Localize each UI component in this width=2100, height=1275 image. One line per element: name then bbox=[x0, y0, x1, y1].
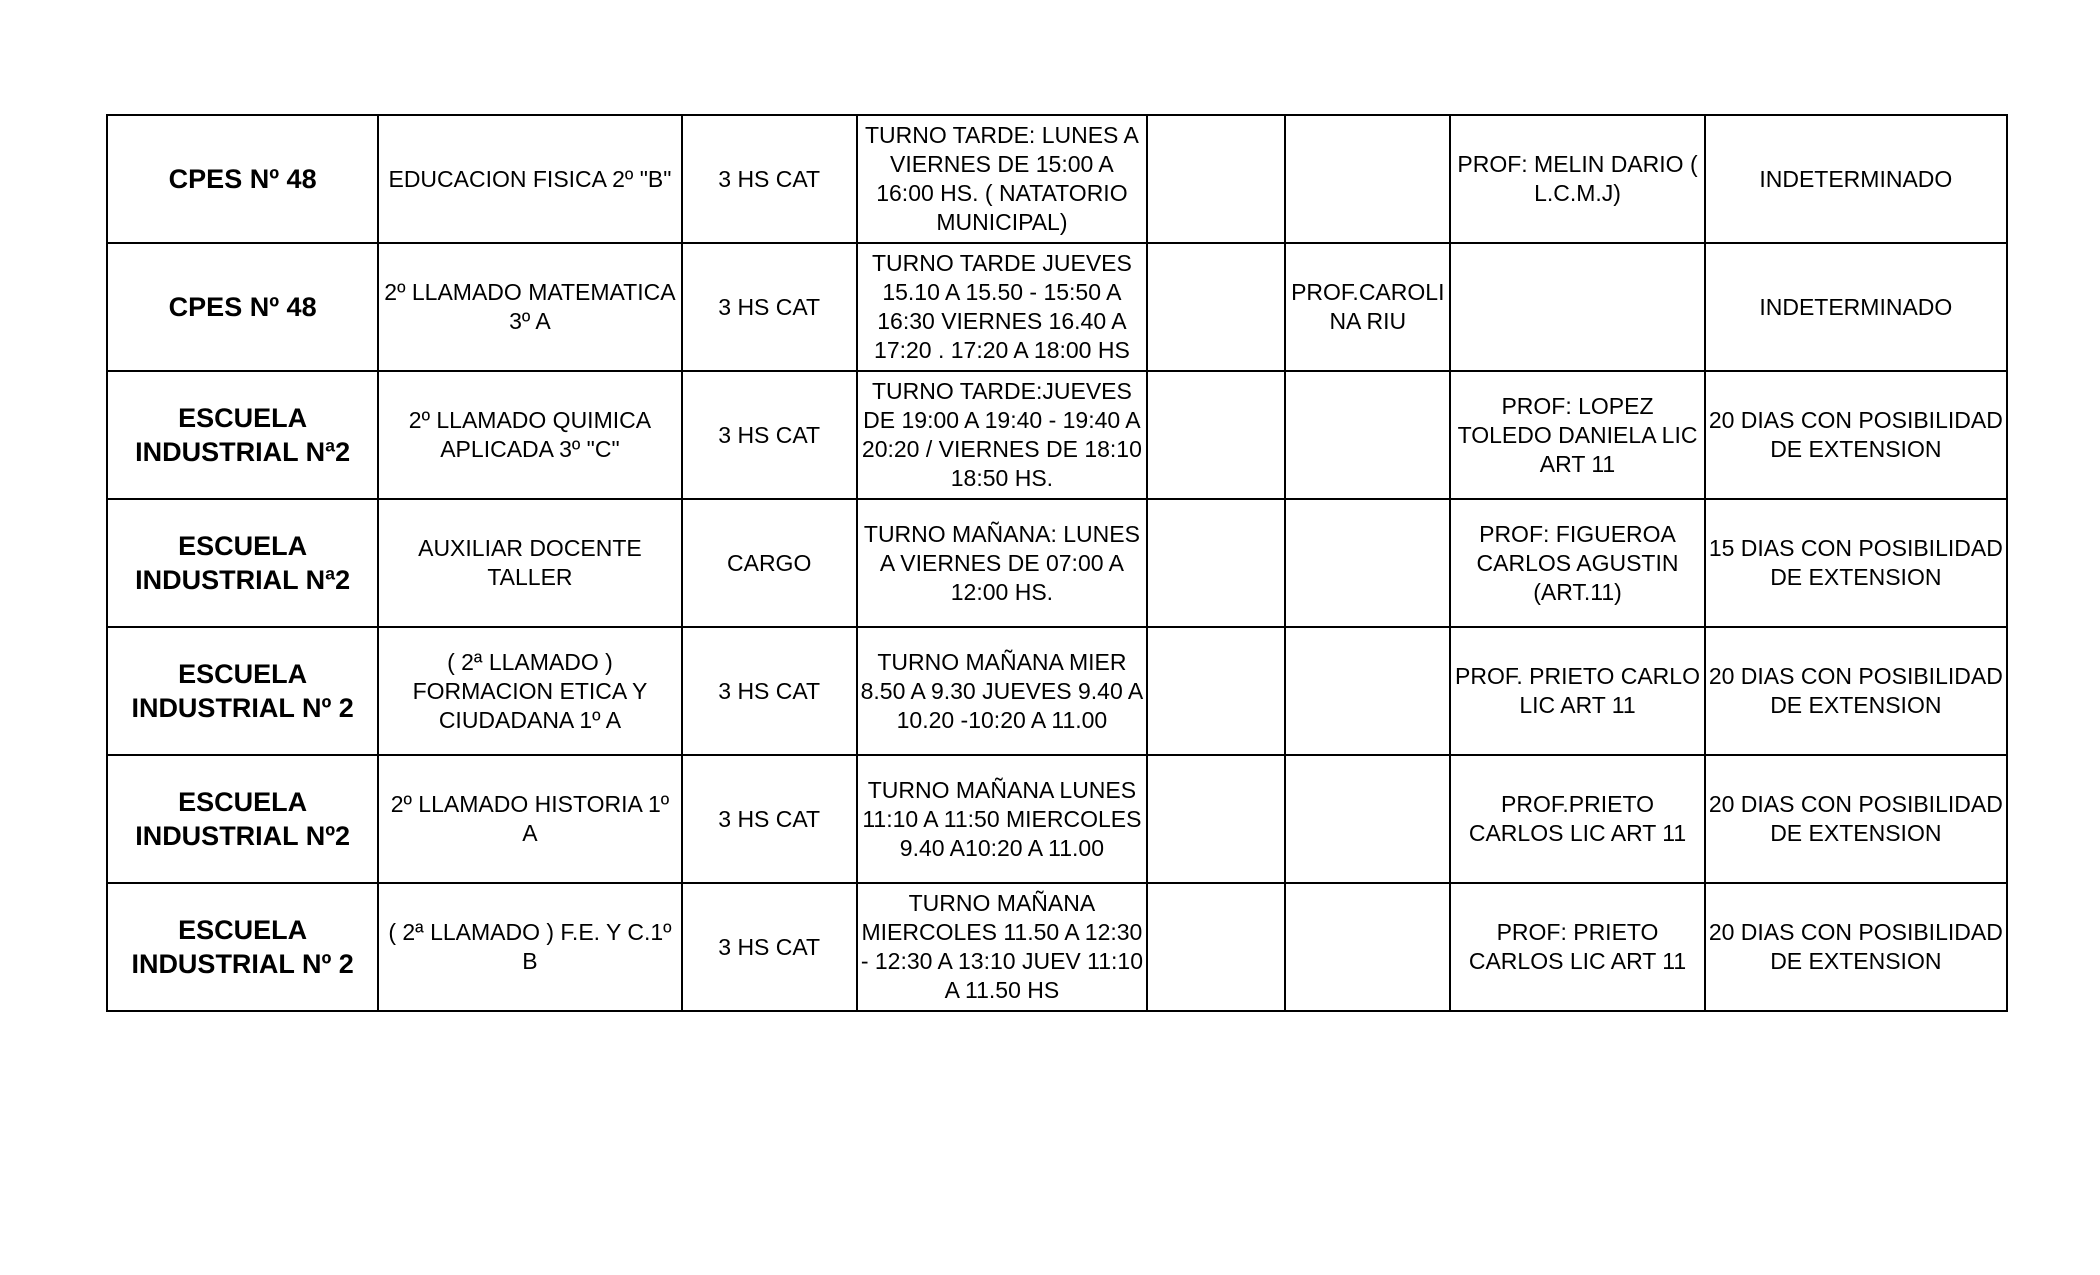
teacher-cell: PROF: PRIETO CARLOS LIC ART 11 bbox=[1450, 883, 1704, 1011]
empty-cell bbox=[1147, 883, 1285, 1011]
empty-cell bbox=[1147, 499, 1285, 627]
duration-cell: 20 DIAS CON POSIBILIDAD DE EXTENSION bbox=[1705, 883, 2007, 1011]
school-cell: ESCUELA INDUSTRIAL Nº 2 bbox=[107, 883, 378, 1011]
table-row bbox=[107, 627, 2007, 755]
duration-cell: INDETERMINADO bbox=[1705, 243, 2007, 371]
assigned-teacher-cell: PROF.CAROLINA RIU bbox=[1285, 243, 1450, 371]
teacher-cell: PROF.PRIETO CARLOS LIC ART 11 bbox=[1450, 755, 1704, 883]
school-cell: ESCUELA INDUSTRIAL Nª2 bbox=[107, 499, 378, 627]
school-cell: ESCUELA INDUSTRIAL Nª2 bbox=[107, 371, 378, 499]
schedule-cell: TURNO MAÑANA MIERCOLES 11.50 A 12:30 - 12:30 A 13:10 JUEV 11:10 A 11.50 HS bbox=[857, 883, 1147, 1011]
empty-cell bbox=[1147, 243, 1285, 371]
empty-cell bbox=[1147, 115, 1285, 243]
schedule-cell: TURNO TARDE:JUEVES DE 19:00 A 19:40 - 19:40 A 20:20 / VIERNES DE 18:10 18:50 HS. bbox=[857, 371, 1147, 499]
assigned-teacher-cell bbox=[1285, 371, 1450, 499]
teacher-cell: PROF. PRIETO CARLO LIC ART 11 bbox=[1450, 627, 1704, 755]
assigned-teacher-cell bbox=[1285, 115, 1450, 243]
empty-cell bbox=[1147, 755, 1285, 883]
hours-cell: 3 HS CAT bbox=[682, 883, 857, 1011]
schedule-cell: TURNO MAÑANA MIER 8.50 A 9.30 JUEVES 9.40 A 10.20 -10:20 A 11.00 bbox=[857, 627, 1147, 755]
school-cell: ESCUELA INDUSTRIAL Nº 2 bbox=[107, 627, 378, 755]
teacher-cell: PROF: LOPEZ TOLEDO DANIELA LIC ART 11 bbox=[1450, 371, 1704, 499]
table-row bbox=[107, 243, 2007, 371]
empty-cell bbox=[1147, 371, 1285, 499]
subject-cell: ( 2ª LLAMADO ) FORMACION ETICA Y CIUDADANA 1º A bbox=[378, 627, 681, 755]
assigned-teacher-cell bbox=[1285, 627, 1450, 755]
hours-cell: 3 HS CAT bbox=[682, 243, 857, 371]
table-row bbox=[107, 755, 2007, 883]
hours-cell: 3 HS CAT bbox=[682, 115, 857, 243]
schedule-cell: TURNO TARDE: LUNES A VIERNES DE 15:00 A 16:00 HS. ( NATATORIO MUNICIPAL) bbox=[857, 115, 1147, 243]
hours-cell: CARGO bbox=[682, 499, 857, 627]
schedule-cell: TURNO MAÑANA: LUNES A VIERNES DE 07:00 A 12:00 HS. bbox=[857, 499, 1147, 627]
teacher-cell: PROF: FIGUEROA CARLOS AGUSTIN (ART.11) bbox=[1450, 499, 1704, 627]
duration-cell: 20 DIAS CON POSIBILIDAD DE EXTENSION bbox=[1705, 627, 2007, 755]
school-cell: CPES Nº 48 bbox=[107, 243, 378, 371]
subject-cell: 2º LLAMADO QUIMICA APLICADA 3º "C" bbox=[378, 371, 681, 499]
table-row bbox=[107, 115, 2007, 243]
hours-cell: 3 HS CAT bbox=[682, 627, 857, 755]
vacancy-table bbox=[106, 114, 2008, 1012]
subject-cell: 2º LLAMADO MATEMATICA 3º A bbox=[378, 243, 681, 371]
subject-cell: AUXILIAR DOCENTE TALLER bbox=[378, 499, 681, 627]
table-body bbox=[107, 115, 2007, 1011]
hours-cell: 3 HS CAT bbox=[682, 371, 857, 499]
teacher-cell: PROF: MELIN DARIO ( L.C.M.J) bbox=[1450, 115, 1704, 243]
assigned-teacher-cell bbox=[1285, 755, 1450, 883]
table-row bbox=[107, 499, 2007, 627]
subject-cell: ( 2ª LLAMADO ) F.E. Y C.1º B bbox=[378, 883, 681, 1011]
table-row bbox=[107, 883, 2007, 1011]
assigned-teacher-cell bbox=[1285, 883, 1450, 1011]
school-cell: ESCUELA INDUSTRIAL Nº2 bbox=[107, 755, 378, 883]
teacher-cell bbox=[1450, 243, 1704, 371]
empty-cell bbox=[1147, 627, 1285, 755]
table-row bbox=[107, 371, 2007, 499]
subject-cell: EDUCACION FISICA 2º "B" bbox=[378, 115, 681, 243]
subject-cell: 2º LLAMADO HISTORIA 1º A bbox=[378, 755, 681, 883]
assigned-teacher-cell bbox=[1285, 499, 1450, 627]
school-cell: CPES Nº 48 bbox=[107, 115, 378, 243]
duration-cell: 20 DIAS CON POSIBILIDAD DE EXTENSION bbox=[1705, 755, 2007, 883]
hours-cell: 3 HS CAT bbox=[682, 755, 857, 883]
duration-cell: INDETERMINADO bbox=[1705, 115, 2007, 243]
schedule-cell: TURNO TARDE JUEVES 15.10 A 15.50 - 15:50 A 16:30 VIERNES 16.40 A 17:20 . 17:20 A 18:00 HS bbox=[857, 243, 1147, 371]
duration-cell: 15 DIAS CON POSIBILIDAD DE EXTENSION bbox=[1705, 499, 2007, 627]
schedule-cell: TURNO MAÑANA LUNES 11:10 A 11:50 MIERCOLES 9.40 A10:20 A 11.00 bbox=[857, 755, 1147, 883]
duration-cell: 20 DIAS CON POSIBILIDAD DE EXTENSION bbox=[1705, 371, 2007, 499]
